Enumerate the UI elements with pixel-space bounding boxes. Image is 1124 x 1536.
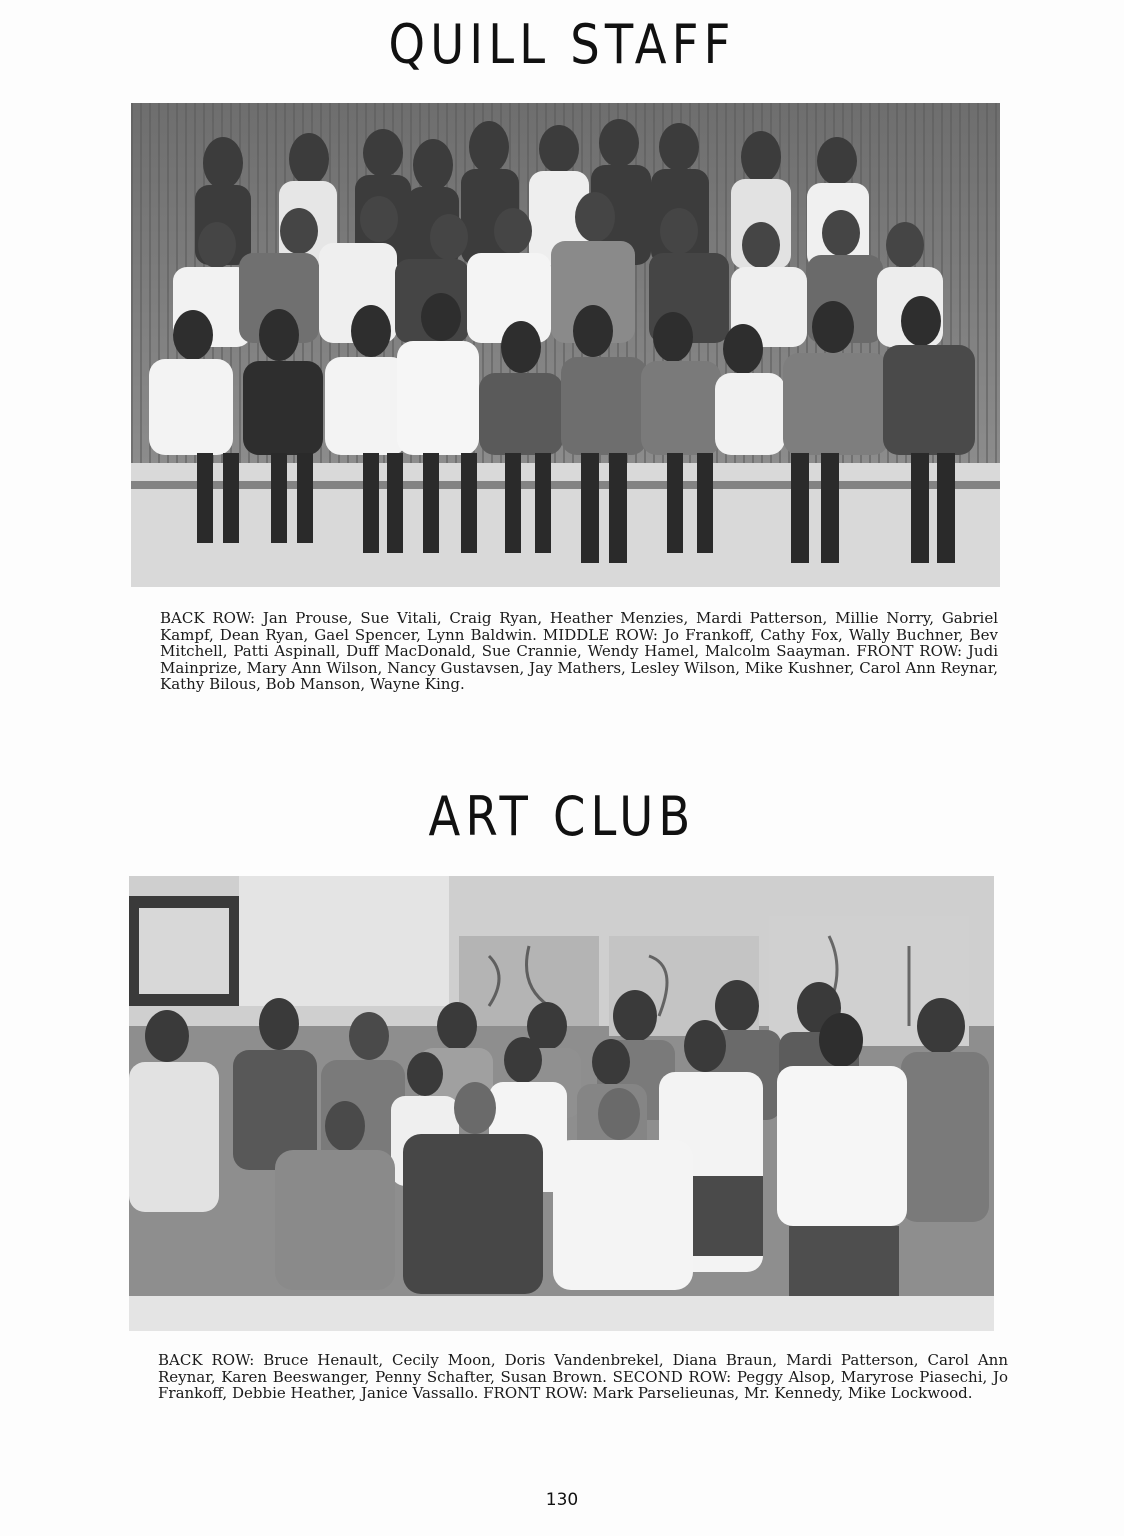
art-front-row [275,1082,693,1294]
art-club-group-photo [129,876,994,1331]
quill-staff-heading: QUILL STAFF [388,13,736,76]
quill-staff-photo-illustration [131,103,1000,587]
quill-staff-caption: BACK ROW: Jan Prouse, Sue Vitali, Craig Ryan, Heather Menzies, Mardi Patterson, Millie Norry, Gabriel Kampf, Dean Ryan, Gael Spencer, Lynn Baldwin. MIDDLE ROW: Jo Frankoff, Cathy Fox, Wally Buchner, Bev Mitchell, Patti Aspinall, Duff MacDonald, Sue Crannie, Wendy Hamel, Malcolm Saayman. FRONT ROW: Judi Mainprize, Mary Ann Wilson, Nancy Gustavsen, Jay Mathers, Lesley Wilson, Mike Kushner, Carol Ann Reynar, Kathy Bilous, Bob Manson, Wayne King. [160,609,998,693]
art-club-photo-illustration [129,876,994,1331]
art-club-heading: ART CLUB [428,785,696,848]
art-club-caption: BACK ROW: Bruce Henault, Cecily Moon, Doris Vandenbrekel, Diana Braun, Mardi Patterson, Carol Ann Reynar, Karen Beeswanger, Penny Schafter, Susan Brown. SECOND ROW: Peggy Alsop, Maryrose Piasechi, Jo Frankoff, Debbie Heather, Janice Vassallo. FRONT ROW: Mark Parselieunas, Mr. Kennedy, Mike Lockwood. [158,1351,1008,1402]
quill-staff-group-photo [131,103,1000,587]
page-number: 130 [545,1490,579,1510]
